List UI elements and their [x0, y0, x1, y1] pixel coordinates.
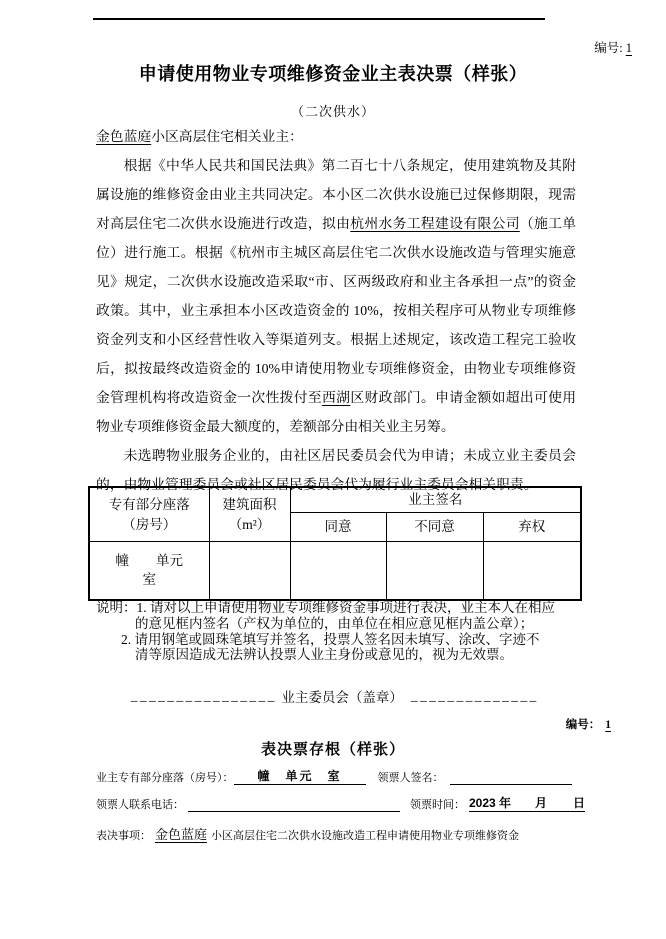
- stub-location-value: 幢 单元 室: [234, 767, 366, 785]
- construction-company-name: 杭州水务工程建设有限公司: [350, 216, 520, 231]
- cell-location-line1: 幢 单元: [115, 552, 183, 568]
- col-header-area-line1: 建筑面积: [222, 496, 277, 512]
- col-header-signature: 业主签名: [290, 487, 581, 513]
- note-line-2: 的意见框内签名（产权为单位的，由单位在相应意见框内盖公章）；: [135, 615, 534, 631]
- col-header-agree: 同意: [290, 513, 386, 542]
- col-header-area-line2: （m²）: [228, 516, 271, 532]
- committee-seal-label: 业主委员会（盖章）: [281, 690, 403, 705]
- header-rule: [93, 18, 545, 20]
- stub-page-number-value: 1: [605, 719, 611, 731]
- stub-phone-label: 领票人联系电话：: [96, 799, 184, 811]
- seal-dashes-right: _ _ _ _ _ _ _ _ _ _ _ _ _ _: [410, 688, 536, 703]
- notes-block: [96, 600, 578, 663]
- col-header-area: [209, 487, 290, 542]
- paragraph-1-text-b: （施工单位）进行施工。根据《杭州市主城区高层住宅二次供水设施改造与管理实施意见》规定，二次供水设施改造采取“市、区两级政府和业主各承担一点”的资金政策。其中，业主承担本小区改造资金的 10%，按相关程序可从物业专项维修资金列支和小区经营性收入等渠道列支。根据上述规定，该改造工程完工验收后，拟按最终改造资金的 10%申请使用物业专项维修资金，由物业专项维修资金管理机构将改造资金一次性拨付至: [96, 216, 577, 405]
- stub-location-row: [96, 767, 572, 785]
- stub-matter-row: [96, 824, 519, 843]
- salutation-text: 小区高层住宅相关业主：: [151, 129, 303, 144]
- stub-phone-blank: [188, 798, 400, 812]
- page-number-label: 编号:: [594, 41, 623, 55]
- stub-title: 表决票存根（样张）: [260, 741, 405, 758]
- col-header-abstain: 弃权: [483, 513, 581, 542]
- stub-time-month: 月: [535, 796, 548, 810]
- page-number-top: [594, 38, 635, 56]
- col-header-location-line2: （房号）: [122, 516, 177, 532]
- document-subtitle: （二次供水）: [290, 104, 375, 119]
- paragraph-1-text-a: 根据《中华人民共和国民法典》第二百七十八条规定，使用建筑物及其附属设施的维修资金由业主共同决定。本小区二次供水设施已过保修期限，现需对高层住宅二次供水设施进行改造，拟由: [96, 158, 576, 231]
- paragraph-2: 未选聘物业服务企业的，由社区居民委员会代为申请；未成立业主委员会的，由物业管理委员会或社区居民委员会代为履行业主委员会相关职责。: [96, 448, 576, 492]
- stub-location-label: 业主专有部分座落（房号）：: [96, 772, 234, 784]
- paragraph-1: [96, 151, 576, 441]
- vote-table: [88, 486, 582, 601]
- note-line-1: 说明：1. 请对以上申请使用物业专项维修资金事项进行表决，业主本人在相应: [96, 600, 555, 615]
- stub-page-number-label: 编号：: [565, 719, 601, 731]
- district-name: 西湖: [322, 390, 351, 405]
- cell-location-line2: 室: [142, 572, 156, 588]
- stub-phone-row: [96, 794, 585, 812]
- stub-time-value: [469, 794, 585, 812]
- col-header-location-line1: 专有部分座落: [108, 496, 190, 512]
- col-header-disagree: 不同意: [386, 513, 483, 542]
- paragraph-1-text-c: 区财政部门。申请金额如超出可使用物业专项维修资金最大额度的，差额部分由相关业主另筹。: [96, 390, 577, 434]
- stub-matter-label: 表决事项：: [96, 830, 151, 842]
- col-header-location: [89, 487, 209, 542]
- cell-sign-disagree-blank: [386, 542, 483, 600]
- table-row: [89, 542, 581, 600]
- document-title: 申请使用物业专项维修资金业主表决票（样张）: [138, 64, 528, 84]
- stub-signature-label: 领票人签名：: [377, 772, 444, 784]
- stub-time-label: 领票时间：: [410, 799, 465, 811]
- page-number-value: 1: [625, 41, 632, 55]
- salutation-line: [96, 122, 576, 151]
- stub-signature-blank: [450, 771, 572, 785]
- note-line-4: 清等原因造成无法辨认投票人业主身份或意见的，视为无效票。: [135, 647, 513, 663]
- note-line-3: 2. 请用钢笔或圆珠笔填写并签名，投票人签名因未填写、涂改、字迹不: [121, 631, 540, 647]
- stub-matter-text: 小区高层住宅二次供水设施改造工程申请使用物业专项维修资金: [211, 830, 520, 842]
- cell-area-blank: [209, 542, 290, 600]
- stub-matter-community: 金色蓝庭: [155, 827, 208, 842]
- document-body: [96, 122, 576, 499]
- stub-page-number: [566, 716, 616, 732]
- community-name: 金色蓝庭: [96, 129, 152, 144]
- seal-dashes-left: _ _ _ _ _ _ _ _ _ _ _ _ _ _ _ _: [130, 688, 274, 703]
- committee-seal-line: [0, 686, 666, 706]
- cell-sign-agree-blank: [290, 542, 386, 600]
- cell-location: [89, 542, 209, 600]
- cell-sign-abstain-blank: [483, 542, 581, 600]
- stub-time-day: 日: [573, 796, 586, 810]
- stub-time-year: 2023 年: [469, 796, 512, 810]
